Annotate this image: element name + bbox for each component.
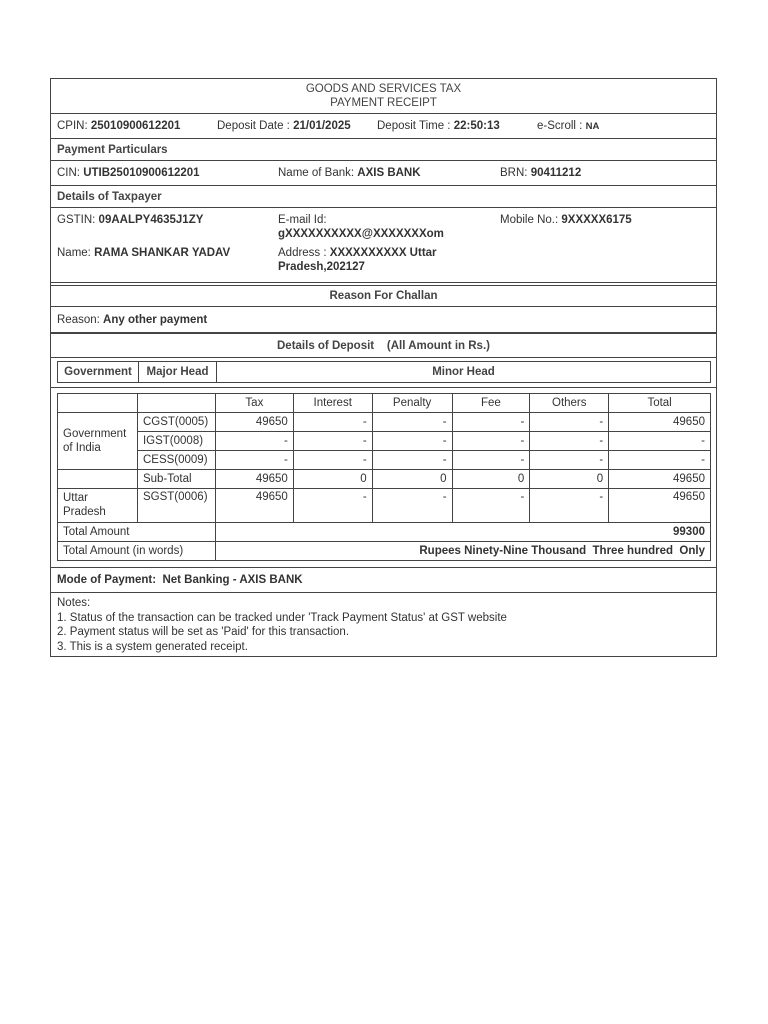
deposit-date-label: Deposit Date :	[217, 120, 290, 132]
cell-value: -	[452, 451, 530, 470]
deposit-table	[57, 393, 711, 561]
cell-value: -	[293, 432, 372, 451]
escroll-value: NA	[585, 121, 600, 132]
major-head: SGST(0006)	[137, 489, 215, 523]
deposit-time-value: 22:50:13	[453, 120, 500, 132]
cell-value: -	[215, 451, 293, 470]
cell-value: -	[372, 489, 452, 523]
cell-value: -	[609, 432, 711, 451]
payment-receipt	[50, 78, 717, 657]
table-row	[58, 451, 711, 470]
cpin-value: 25010900612201	[90, 120, 181, 132]
cin-value: UTIB25010900612201	[83, 167, 200, 179]
cell-value: -	[530, 413, 609, 432]
taxpayer-details	[51, 208, 716, 283]
cell-value: -	[372, 413, 452, 432]
table-row	[58, 489, 711, 523]
total-words-value: Rupees Ninety-Nine Thousand Three hundred Only	[215, 542, 710, 561]
address-line2: Pradesh,202127	[278, 261, 365, 273]
col-others: Others	[530, 394, 609, 413]
summary-row	[51, 114, 716, 139]
cell-value: -	[372, 432, 452, 451]
gstin-label: GSTIN:	[57, 214, 96, 226]
cell-value: -	[530, 489, 609, 523]
total-label: Total Amount	[58, 523, 216, 542]
major-head: Sub-Total	[137, 470, 215, 489]
title-line1: GOODS AND SERVICES TAX	[305, 83, 462, 95]
address-line1: XXXXXXXXXX Uttar	[329, 247, 437, 259]
note-item: 1. Status of the transaction can be tracked under 'Track Payment Status' at GST website	[57, 611, 507, 624]
cell-value: -	[372, 451, 452, 470]
note-item: 2. Payment status will be set as 'Paid' for this transaction.	[57, 626, 350, 638]
name-label: Name:	[57, 247, 91, 259]
cell-value: -	[452, 432, 530, 451]
cell-value: -	[215, 432, 293, 451]
deposit-header-row	[51, 358, 716, 388]
name-value: RAMA SHANKAR YADAV	[94, 247, 231, 259]
col-fee: Fee	[452, 394, 530, 413]
deposit-time-label: Deposit Time :	[377, 120, 451, 132]
col-tax: Tax	[215, 394, 293, 413]
cell-value: -	[452, 413, 530, 432]
cell-value: 0	[293, 470, 372, 489]
cpin-label: CPIN:	[57, 120, 88, 132]
cell-value: 49650	[215, 489, 293, 523]
col-total: Total	[609, 394, 711, 413]
major-head: IGST(0008)	[137, 432, 215, 451]
cell-value: 49650	[609, 470, 711, 489]
cell-value: -	[609, 451, 711, 470]
cell-value: -	[293, 451, 372, 470]
table-row	[58, 413, 711, 432]
gov-india-label: Government of India	[58, 413, 138, 470]
reason-value: Any other payment	[103, 313, 208, 326]
cell-value: 49650	[609, 413, 711, 432]
gstin-value: 09AALPY4635J1ZY	[98, 214, 204, 226]
col-interest: Interest	[293, 394, 372, 413]
gov-state-label: Uttar Pradesh	[58, 489, 138, 523]
email-label: E-mail Id:	[278, 214, 327, 226]
taxpayer-heading: Details of Taxpayer	[51, 186, 716, 208]
major-head: CGST(0005)	[137, 413, 215, 432]
cell-value: 0	[530, 470, 609, 489]
bank-label: Name of Bank:	[278, 167, 355, 179]
reason-label: Reason:	[57, 313, 100, 326]
deposit-heading-text: Details of Deposit (All Amount in Rs.)	[277, 339, 490, 352]
cell-value: 0	[452, 470, 530, 489]
col-penalty: Penalty	[372, 394, 452, 413]
reason-row	[51, 307, 716, 333]
notes-heading: Notes:	[57, 597, 91, 609]
cell-value: -	[293, 413, 372, 432]
table-row	[58, 432, 711, 451]
total-words-label: Total Amount (in words)	[58, 542, 216, 561]
cell-value: 49650	[215, 413, 293, 432]
mobile-value: 9XXXXX6175	[561, 214, 632, 226]
cin-label: CIN:	[57, 167, 80, 179]
notes	[51, 593, 716, 656]
payment-mode-row	[51, 568, 716, 593]
mobile-label: Mobile No.:	[500, 214, 559, 226]
escroll-label: e-Scroll :	[537, 120, 583, 132]
brn-value: 90411212	[530, 167, 582, 179]
col-government: Government	[58, 362, 139, 383]
total-words-row	[58, 542, 711, 561]
minor-head-columns	[58, 394, 711, 413]
address-label: Address :	[278, 247, 327, 259]
deposit-date-value: 21/01/2025	[293, 120, 351, 132]
email-value: gXXXXXXXXXX@XXXXXXXom	[278, 228, 444, 240]
receipt-title	[51, 79, 716, 114]
cell-value: -	[530, 451, 609, 470]
note-item: 3. This is a system generated receipt.	[57, 640, 248, 653]
deposit-heading	[51, 334, 716, 358]
col-major-head: Major Head	[139, 362, 217, 383]
bank-value: AXIS BANK	[357, 167, 421, 179]
payment-particulars-row	[51, 161, 716, 186]
payment-mode-label: Mode of Payment:	[57, 574, 157, 586]
payment-mode-value: Net Banking - AXIS BANK	[162, 574, 303, 586]
deposit-header-table	[57, 361, 711, 383]
cell-value: -	[293, 489, 372, 523]
col-minor-head: Minor Head	[217, 362, 711, 383]
payment-particulars-heading: Payment Particulars	[51, 139, 716, 161]
cell-value: 49650	[609, 489, 711, 523]
title-line2: PAYMENT RECEIPT	[330, 97, 437, 109]
major-head: CESS(0009)	[137, 451, 215, 470]
deposit-body	[51, 388, 716, 568]
cell-value: 49650	[215, 470, 293, 489]
table-row	[58, 470, 711, 489]
total-value: 99300	[215, 523, 710, 542]
brn-label: BRN:	[500, 167, 528, 179]
challan-heading: Reason For Challan	[51, 286, 716, 307]
cell-value: -	[530, 432, 609, 451]
cell-value: 0	[372, 470, 452, 489]
total-row	[58, 523, 711, 542]
cell-value: -	[452, 489, 530, 523]
